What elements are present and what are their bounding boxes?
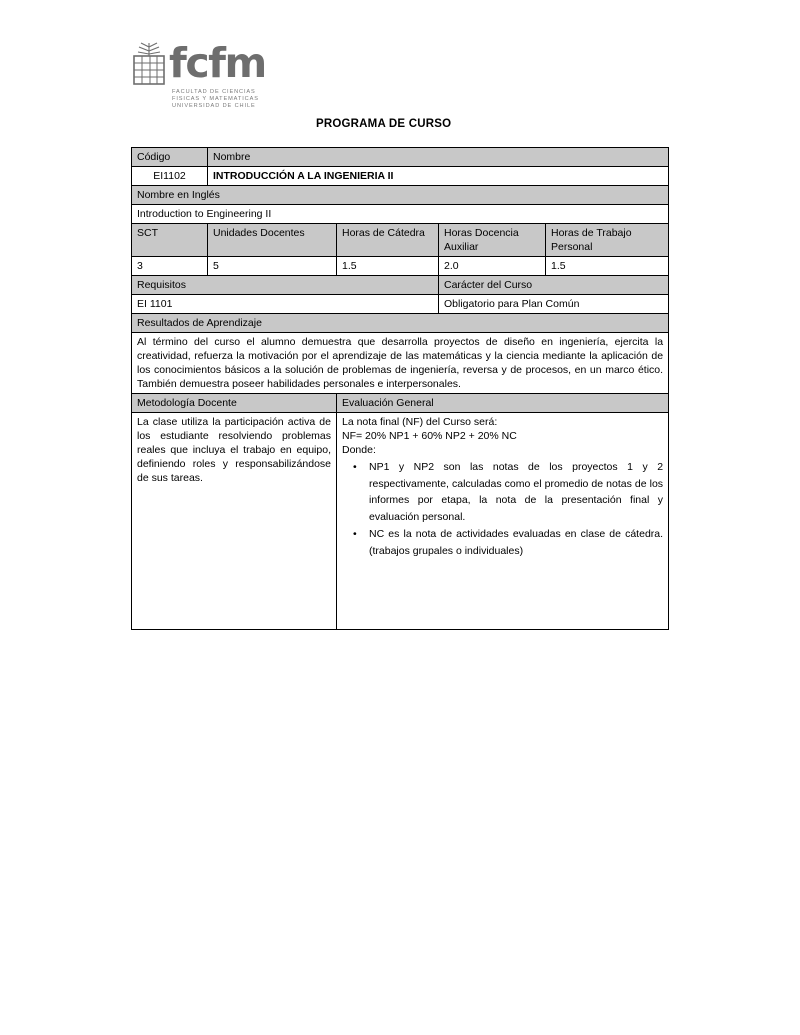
logo-wordmark: fcfm — [169, 39, 266, 87]
evaluacion-bullet-list — [342, 459, 663, 559]
cell-horas-docencia-auxiliar-value: 2.0 — [439, 257, 546, 276]
cell-sct-value: 3 — [132, 257, 208, 276]
table-row-nombre-ingles-label — [132, 186, 669, 205]
cell-horas-trabajo-personal-value: 1.5 — [546, 257, 669, 276]
cell-nombre-ingles-label: Nombre en Inglés — [132, 186, 669, 205]
table-row-requisitos-labels — [132, 276, 669, 295]
cell-horas-catedra-value: 1.5 — [337, 257, 439, 276]
page-title: PROGRAMA DE CURSO — [316, 118, 452, 130]
evaluacion-line-3: Donde: — [342, 444, 376, 456]
cell-requisitos-label: Requisitos — [132, 276, 439, 295]
list-item: • NP1 y NP2 son las notas de los proyectos 1 y 2 respectivamente, calculadas como el promedio de notas de los informes por etapa, la nota de la presentación final y evaluación personal. — [369, 459, 663, 525]
cell-unidades-docentes-value: 5 — [208, 257, 337, 276]
course-program-table — [131, 147, 669, 630]
cell-nombre-ingles-value: Introduction to Engineering II — [132, 205, 669, 224]
table-row-header-codigo — [132, 148, 669, 167]
cell-codigo-label: Código — [132, 148, 208, 167]
table-row-metodologia-values — [132, 413, 669, 630]
evaluacion-line-2: NF= 20% NP1 + 60% NP2 + 20% NC — [342, 430, 517, 442]
table-row-hours-values — [132, 257, 669, 276]
cell-requisitos-value: EI 1101 — [132, 295, 439, 314]
list-item: • NC es la nota de actividades evaluadas en clase de cátedra. (trabajos grupales o individuales) — [369, 526, 663, 559]
cell-horas-trabajo-personal-label: Horas de Trabajo Personal — [546, 224, 669, 257]
cell-nombre-label: Nombre — [208, 148, 669, 167]
table-row-codigo-values — [132, 167, 669, 186]
table-row-metodologia-labels — [132, 394, 669, 413]
cell-sct-label: SCT — [132, 224, 208, 257]
cell-metodologia-value: La clase utiliza la participación activa de los estudiante resolviendo problemas reales que incluya el trabajo en equipo, definiendo roles y responsabilizándose de sus tareas. — [132, 413, 337, 630]
cell-resultados-label: Resultados de Aprendizaje — [132, 314, 669, 333]
table-row-hours-headers — [132, 224, 669, 257]
cell-evaluacion-label: Evaluación General — [337, 394, 669, 413]
cell-caracter-label: Carácter del Curso — [439, 276, 669, 295]
faculty-logo — [131, 39, 266, 118]
fcfm-crest-icon — [131, 42, 169, 86]
table-row-resultados-label — [132, 314, 669, 333]
evaluacion-line-1: La nota final (NF) del Curso será: — [342, 416, 498, 428]
table-row-resultados-value — [132, 333, 669, 394]
cell-evaluacion-value — [337, 413, 669, 630]
cell-codigo-value: EI1102 — [132, 167, 208, 186]
cell-metodologia-label: Metodología Docente — [132, 394, 337, 413]
table-row-nombre-ingles-value — [132, 205, 669, 224]
table-row-requisitos-values — [132, 295, 669, 314]
cell-resultados-value: Al término del curso el alumno demuestra que desarrolla proyectos de diseño en ingeniería, ejercita la creatividad, refuerza la motivación por el aprendizaje de las matemáticas y la ciencia mediante la aplicación de los conocimientos básicos a la solución de problemas de ingeniería, reversa y de procesos, en un marco ético. También demuestra poseer habilidades personales e interpersonales. — [132, 333, 669, 394]
cell-horas-docencia-auxiliar-label: Horas Docencia Auxiliar — [439, 224, 546, 257]
cell-unidades-docentes-label: Unidades Docentes — [208, 224, 337, 257]
cell-horas-catedra-label: Horas de Cátedra — [337, 224, 439, 257]
logo-subtitle-line-3: UNIVERSIDAD DE CHILE — [172, 103, 256, 109]
cell-caracter-value: Obligatorio para Plan Común — [439, 295, 669, 314]
logo-subtitle-line-1: FACULTAD DE CIENCIAS — [172, 89, 256, 95]
logo-subtitle-line-2: FISICAS Y MATEMATICAS — [172, 96, 259, 102]
cell-nombre-value: INTRODUCCIÓN A LA INGENIERIA II — [208, 167, 669, 186]
